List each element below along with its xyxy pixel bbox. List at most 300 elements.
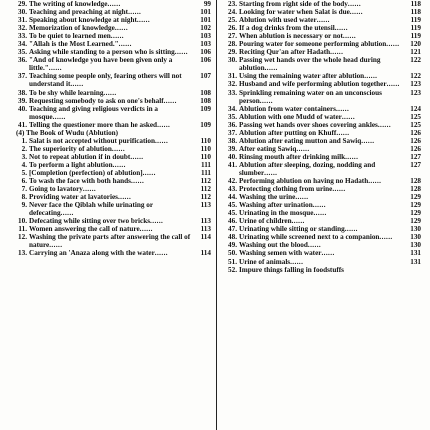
entry-page-number: 106 [200,56,211,65]
entry-page-number: 129 [410,209,421,218]
toc-entry [14,48,211,56]
leader-dots: ...... [295,193,309,202]
entry-number: 4. [21,160,27,169]
toc-entry [224,153,421,161]
leader-dots: ...... [157,120,171,129]
entry-number: 38. [228,136,237,145]
entry-number: 44. [228,193,237,202]
entry-page-number: 128 [410,185,421,194]
entry-title [239,40,406,48]
entry-page-number: 103 [200,40,211,49]
entry-title [239,225,406,233]
leader-dots: ...... [114,24,129,33]
entry-number: 11. [18,225,27,234]
entry-number: 24. [228,8,237,17]
entry-page-number: 113 [200,201,211,210]
entry-title [239,161,406,177]
leader-dots: ...... [313,209,327,218]
entry-title-text: Speaking about knowledge at night [29,16,137,25]
entry-page-number: 129 [410,217,421,226]
leader-dots: ...... [332,185,346,194]
leader-dots: ...... [344,225,358,234]
entry-title [239,89,406,105]
entry-title [29,72,196,88]
entry-title [29,40,196,48]
entry-page-number: 106 [200,48,211,57]
entry-title-text: Washing the private parts after answering the call of nature [29,233,191,250]
entry-title [29,177,196,185]
leader-dots: ...... [70,80,84,89]
leader-dots: ...... [154,136,169,145]
entry-title [29,185,196,193]
toc-entry [224,129,421,137]
entry-title [239,48,406,56]
entry-title-text: Ablution after sleeping, dozing, nodding and slumber [239,160,376,177]
entry-title-text: After eating Sawiq [239,144,297,153]
entry-title-text: Ablution with used water [239,16,317,25]
toc-entry [224,80,421,88]
entry-title [29,153,196,161]
entry-title [29,48,196,56]
entry-number: 50. [228,249,237,258]
entry-number: 29. [18,0,27,8]
entry-number: 48. [228,233,237,242]
entry-page-number: 118 [410,8,421,17]
entry-number: 30. [18,8,27,17]
entry-number: 36. [228,120,237,129]
leader-dots: ...... [321,249,335,258]
entry-number: 52. [228,265,237,274]
toc-entry [224,72,421,80]
entry-page-number: 110 [200,152,211,161]
entry-page-number: 110 [200,144,211,153]
leader-dots: ...... [154,249,168,258]
section-heading: (4) The Book of Wudu (Ablution) [16,128,119,137]
entry-title-text: Passing wet hands over shoes covering ankles [239,120,378,129]
entry-number: 9. [21,201,27,210]
toc-entry [14,145,211,153]
leader-dots: ...... [379,233,393,242]
leader-dots: ...... [290,257,304,266]
entry-title-text: Ablution after eating mutton and Sawiq [239,136,362,145]
entry-title [29,56,196,72]
entry-title-text: Looking for water when Salat is due [239,8,350,17]
entry-title-text: When ablution is necessary or not [239,32,343,41]
entry-title-text: Teaching some people only, fearing others will not understand it [29,72,182,89]
entry-page-number: 111 [201,160,211,169]
toc-entry [224,0,421,8]
toc-entry [14,225,211,233]
entry-title-text: Teaching and giving religious verdicts in a mosque [29,104,158,121]
entry-number: 2. [21,144,27,153]
leader-dots: ...... [349,8,363,17]
toc-entry [224,145,421,153]
toc-entry [224,48,421,56]
entry-title-text: Using the remaining water after ablution [239,72,365,81]
leader-dots: ...... [142,168,156,177]
entry-page-number: 109 [200,104,211,113]
entry-title-text: Going to lavatory [29,185,83,194]
entry-page-number: 112 [200,177,211,186]
leader-dots: ...... [386,40,400,49]
entry-number: 27. [228,32,237,41]
leader-dots: ...... [136,16,151,25]
entry-title [239,80,406,88]
toc-entry [224,241,421,249]
entry-title-text: Passing wet hands over the whole head during ablution [239,56,381,73]
leader-dots: ...... [112,160,126,169]
entry-title [29,137,196,145]
entry-number: 42. [228,177,237,186]
entry-page-number: 112 [200,193,211,202]
leader-dots: ...... [345,152,359,161]
toc-entry [14,72,211,88]
entry-page-number: 119 [410,16,421,25]
entry-title-text: Urine of animals [239,257,291,266]
entry-number: 38. [18,88,27,97]
entry-number: 13. [18,249,27,258]
entry-title-text: Husband and wife performing ablution together [239,80,387,89]
entry-number: 51. [228,257,237,266]
entry-number: 49. [228,241,237,250]
entry-title-text: Starting from right side of the body [239,0,348,8]
entry-page-number: 113 [200,217,211,226]
entry-title [239,153,406,161]
entry-page-number: 126 [410,144,421,153]
entry-number: 37. [18,72,27,81]
toc-entry [224,161,421,177]
entry-number: 37. [228,128,237,137]
entry-title [239,0,406,8]
toc-entry [224,225,421,233]
toc-entry [224,40,421,48]
entry-number: 39. [228,144,237,153]
entry-title [239,32,406,40]
entry-title [239,249,406,257]
entry-page-number: 102 [200,24,211,33]
entry-page-number: 111 [201,168,211,177]
toc-entry [14,161,211,169]
entry-page-number: 127 [410,160,421,169]
entry-title [239,24,406,32]
entry-title-text: Ablution after putting on Khuff [239,128,337,137]
entry-title-text: Protecting clothing from urine [239,185,333,194]
entry-title [29,16,196,24]
entry-title-text: [Completion (perfection) of ablution] [29,168,143,177]
entry-number: 45. [228,201,237,210]
entry-title [239,258,406,266]
entry-number: 31. [18,16,27,25]
entry-number: 29. [228,48,237,57]
leader-dots: ...... [316,16,330,25]
entry-page-number: 128 [410,177,421,186]
entry-title [239,129,406,137]
entry-title [239,209,406,217]
toc-entry [224,137,421,145]
leader-dots: ...... [341,112,356,121]
toc-entry [224,185,421,193]
entry-title-text: Salat is not accepted without purification [29,136,155,145]
entry-page-number: 114 [200,249,211,258]
entry-title [29,32,196,40]
entry-title [239,8,406,16]
entry-title-text: To wash the face with both hands [29,177,131,186]
entry-title-text: Not to repeat ablution if in doubt [29,152,131,161]
entry-number: 6. [21,177,27,186]
entry-number: 46. [228,217,237,226]
toc-entry [224,16,421,24]
entry-title [29,0,196,8]
entry-title [29,169,196,177]
leader-dots: ...... [110,32,124,41]
entry-number: 43. [228,185,237,194]
toc-entry [14,185,211,193]
entry-page-number: 108 [200,88,211,97]
entry-number: 32. [18,24,27,33]
leader-dots: ...... [361,136,375,145]
entry-title [239,72,406,80]
entry-title-text: Performing ablution on having no Hadath [239,177,369,186]
entry-number: 34. [18,40,27,49]
entry-title-text: Impure things falling in foodstuffs [239,265,344,274]
entry-title-text: Washing after urination [239,201,313,210]
entry-title [29,121,196,129]
entry-page-number: 125 [410,120,421,129]
entry-title [29,89,196,97]
entry-page-number: 114 [200,233,211,242]
toc-entry [14,97,211,105]
entry-page-number: 129 [410,193,421,202]
entry-title-text: The writing of knowledge [29,0,108,8]
leader-dots: ...... [107,0,121,8]
contents-right-column [217,0,426,430]
leader-dots: ...... [118,40,132,49]
leader-dots: ...... [386,80,400,89]
entry-page-number: 107 [200,72,211,81]
entry-title [29,161,196,169]
entry-page-number: 108 [200,96,211,105]
entry-title-text: "And of knowledge you have been given only a little." [29,56,173,73]
entry-page-number: 122 [410,72,421,81]
entry-page-number: 131 [410,257,421,266]
toc-entry [224,201,421,209]
entry-title [29,217,196,225]
leader-dots: ...... [117,193,132,202]
leader-dots: ...... [364,72,378,81]
entry-title-text: Memorization of knowledge [29,24,115,33]
entry-title-text: Requesting somebody to ask on one's behalf [29,96,164,105]
toc-entry [224,105,421,113]
toc-entry [14,217,211,225]
entry-title [29,249,196,257]
leader-dots: ...... [60,209,74,218]
entry-number: 25. [228,16,237,25]
leader-dots: ...... [52,112,66,121]
entry-title-text: Teaching and preaching at night [29,8,129,17]
entry-page-number: 120 [410,40,421,49]
leader-dots: ...... [130,152,144,161]
entry-title-text: Pouring water for someone performing ablution [239,40,387,49]
toc-entry [14,56,211,72]
leader-dots: ...... [296,144,310,153]
leader-dots: ...... [174,48,188,57]
leader-dots: ...... [336,128,350,137]
entry-number: 26. [228,24,237,33]
entry-page-number: 124 [410,104,421,113]
entry-number: 32. [228,80,237,89]
toc-entry [14,169,211,177]
leader-dots: ...... [368,177,382,186]
entry-title [239,233,406,241]
entry-title-text: Carrying an 'Anaza along with the water [29,249,155,258]
entry-number: 39. [18,96,27,105]
entry-number: 35. [228,112,237,121]
entry-title [239,185,406,193]
entry-number: 45. [228,209,237,218]
entry-title-text: Never face the Qiblah while urinating or defecating [29,201,153,218]
leader-dots: ...... [342,32,357,41]
entry-number: 35. [18,48,27,57]
entry-page-number: 119 [410,24,421,33]
leader-dots: ...... [103,88,117,97]
entry-title-text: To be quiet to learned men [29,32,111,41]
entry-title [239,177,406,185]
entry-number: 10. [18,217,27,226]
leader-dots: ...... [330,48,344,57]
entry-title [239,16,406,24]
entry-page-number: 122 [410,56,421,65]
toc-entry [14,105,211,121]
toc-entry [224,8,421,16]
entry-title-text: The superiority of ablution [29,144,112,153]
entry-title [29,233,196,249]
entry-title [239,217,406,225]
entry-page-number: 126 [410,128,421,137]
entry-number: 41. [18,120,27,129]
entry-page-number: 109 [200,120,211,129]
leader-dots: ...... [307,241,322,250]
entry-page-number: 130 [410,241,421,250]
toc-entry [14,8,211,16]
entry-number: 33. [18,32,27,41]
entry-title [239,137,406,145]
leader-dots: ...... [48,64,62,73]
entry-page-number: 101 [200,8,211,17]
entry-title [29,225,196,233]
leader-dots: ...... [163,96,177,105]
entry-title [239,113,406,121]
entry-title-text: "Allah is the Most Learned." [29,40,119,49]
toc-entry [14,32,211,40]
entry-title-text: Ablution from water containers [239,104,336,113]
entry-title [239,145,406,153]
leader-dots: ...... [49,241,63,250]
entry-number: 41. [228,160,237,169]
entry-title-text: Asking while standing to a person who is sitting [29,48,175,57]
toc-entry [224,193,421,201]
toc-entry [14,0,211,8]
entry-title [239,193,406,201]
leader-dots: ...... [377,120,392,129]
entry-number: 3. [21,152,27,161]
toc-entry [14,89,211,97]
entry-page-number: 121 [410,48,421,57]
toc-entry [224,217,421,225]
entry-title-text: Washing out the blood [239,241,308,250]
toc-entry [14,121,211,129]
leader-dots: ...... [334,24,348,33]
entry-title-text: Telling the questioner more than he asked [29,120,158,129]
toc-entry [14,249,211,257]
entry-title [29,97,196,105]
toc-entry [224,32,421,40]
leader-dots: ...... [312,201,326,210]
entry-page-number: 123 [410,88,421,97]
entry-title [239,201,406,209]
entry-title-text: Women answering the call of nature [29,225,140,234]
entry-page-number: 118 [410,0,421,8]
entry-page-number: 119 [410,32,421,41]
entry-page-number: 123 [410,80,421,89]
toc-entry [224,89,421,105]
entry-page-number: 125 [410,112,421,121]
toc-entry [14,16,211,24]
entry-number: 5. [21,168,27,177]
leader-dots: ...... [128,8,142,17]
entry-number: 47. [228,225,237,234]
entry-number: 23. [228,0,237,8]
toc-entry [224,24,421,32]
entry-number: 7. [21,185,27,194]
entry-page-number: 113 [200,225,211,234]
toc-entry [14,153,211,161]
entry-title-text: Reciting Qur'an after Hadath [239,48,331,57]
leader-dots: ...... [335,104,350,113]
entry-title [29,8,196,16]
toc-entry [14,40,211,48]
entry-page-number: 101 [200,16,211,25]
entry-title-text: Providing water at lavatories [29,193,118,202]
entry-number: 8. [21,193,27,202]
entry-page-number: 130 [410,233,421,242]
entry-title-text: Urinating while sitting or standing [239,225,345,234]
leader-dots: ...... [150,217,164,226]
entry-title-text: Washing semen with water [239,249,322,258]
leader-dots: ...... [347,0,362,8]
entry-page-number: 112 [200,185,211,194]
entry-title [29,105,196,121]
entry-title [239,56,406,72]
entry-title [29,24,196,32]
toc-entry [224,56,421,72]
toc-entry [224,249,421,257]
entry-page-number: 130 [410,225,421,234]
entry-page-number: 103 [200,32,211,41]
entry-number: 12. [18,233,27,242]
entry-number: 31. [228,72,237,81]
toc-entry [14,233,211,249]
entry-title [239,266,406,274]
entry-title-text: To perform a light ablution [29,160,113,169]
entry-title [29,193,196,201]
toc-entry [224,113,421,121]
entry-number: 40. [228,152,237,161]
leader-dots: ...... [130,177,145,186]
toc-entry [224,266,421,274]
toc-entry [14,193,211,201]
entry-title [239,121,406,129]
leader-dots: ...... [264,64,278,73]
